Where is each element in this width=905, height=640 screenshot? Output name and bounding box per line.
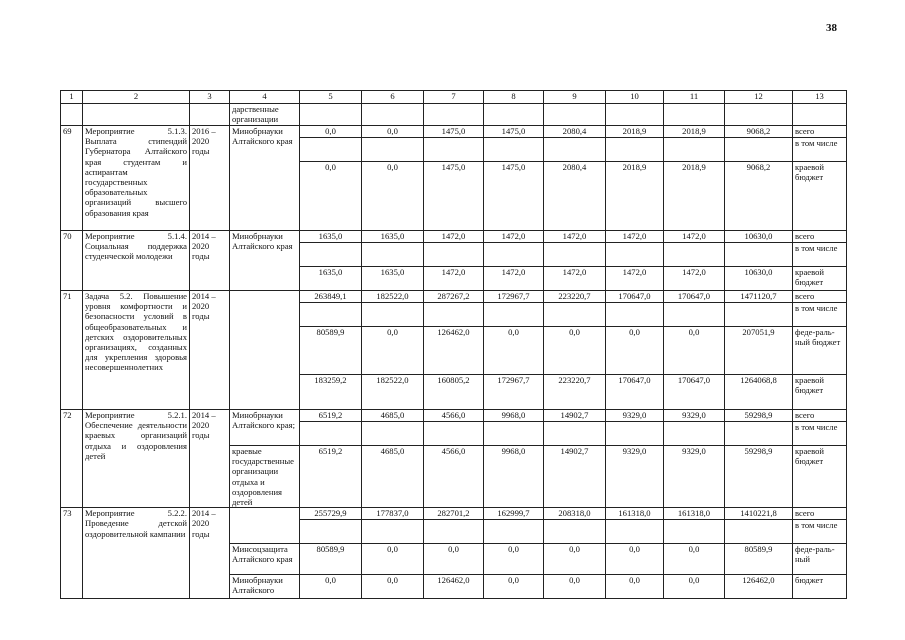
value-cell xyxy=(300,520,362,544)
value-cell: 1472,0 xyxy=(664,267,725,291)
value-cell: 2018,9 xyxy=(606,162,664,231)
value-cell: 255729,9 xyxy=(300,508,362,520)
value-cell xyxy=(424,520,484,544)
value-cell xyxy=(362,138,424,162)
value-cell: 9968,0 xyxy=(484,446,544,508)
column-number: 7 xyxy=(424,91,484,104)
executor-cell xyxy=(230,508,300,544)
value-cell xyxy=(484,520,544,544)
column-number: 3 xyxy=(190,91,230,104)
value-cell: 0,0 xyxy=(362,327,424,375)
value-cell xyxy=(664,422,725,446)
value-cell: 9329,0 xyxy=(664,446,725,508)
value-cell: 208318,0 xyxy=(544,508,606,520)
value-cell: 1410221,8 xyxy=(725,508,793,520)
value-cell: 2080,4 xyxy=(544,162,606,231)
continuation-row xyxy=(61,104,847,126)
table-row xyxy=(61,126,847,138)
value-cell xyxy=(606,520,664,544)
executor-cell: Минобрнауки Алтайского xyxy=(230,575,300,599)
activity-name: Мероприятие 5.1.4. Социальная поддержка студенческой молодежи xyxy=(83,231,190,291)
value-cell: 0,0 xyxy=(484,327,544,375)
funding-source: всего xyxy=(793,231,847,243)
column-number: 12 xyxy=(725,91,793,104)
value-cell: 1472,0 xyxy=(484,267,544,291)
value-cell: 160805,2 xyxy=(424,375,484,410)
value-cell: 2080,4 xyxy=(544,126,606,138)
column-numbers-row xyxy=(61,91,847,104)
value-cell xyxy=(725,422,793,446)
period: 2014 – 2020 годы xyxy=(190,508,230,599)
value-cell xyxy=(664,138,725,162)
executor-cell: Минобрнауки Алтайского края xyxy=(230,126,300,231)
funding-source: всего xyxy=(793,508,847,520)
page-number: 38 xyxy=(826,22,837,34)
value-cell: 6519,2 xyxy=(300,446,362,508)
value-cell xyxy=(424,138,484,162)
funding-source: в том числе xyxy=(793,303,847,327)
value-cell xyxy=(544,303,606,327)
period: 2016 – 2020 годы xyxy=(190,126,230,231)
column-number: 13 xyxy=(793,91,847,104)
value-cell: 1472,0 xyxy=(606,267,664,291)
funding-source: краевой бюджет xyxy=(793,162,847,231)
value-cell: 0,0 xyxy=(664,327,725,375)
value-cell: 162999,7 xyxy=(484,508,544,520)
value-cell: 182522,0 xyxy=(362,291,424,303)
value-cell xyxy=(362,422,424,446)
value-cell: 9329,0 xyxy=(606,446,664,508)
value-cell: 59298,9 xyxy=(725,446,793,508)
column-number: 6 xyxy=(362,91,424,104)
column-number: 11 xyxy=(664,91,725,104)
column-number: 5 xyxy=(300,91,362,104)
value-cell: 2018,9 xyxy=(664,162,725,231)
row-number: 72 xyxy=(61,410,83,508)
funding-source: краевой бюджет xyxy=(793,375,847,410)
value-cell: 1472,0 xyxy=(664,231,725,243)
table-row xyxy=(61,410,847,422)
value-cell: 177837,0 xyxy=(362,508,424,520)
value-cell xyxy=(300,138,362,162)
value-cell: 182522,0 xyxy=(362,375,424,410)
value-cell: 1264068,8 xyxy=(725,375,793,410)
value-cell xyxy=(300,243,362,267)
value-cell xyxy=(606,303,664,327)
value-cell: 0,0 xyxy=(544,544,606,575)
table-row xyxy=(61,291,847,303)
executor-cell: краевые государственные организации отдыха и оздоровления детей xyxy=(230,446,300,508)
value-cell: 0,0 xyxy=(544,327,606,375)
period: 2014 – 2020 годы xyxy=(190,231,230,291)
activity-name: Задача 5.2. Повышение уровня комфортности и безопасности условий в общеобразовательных и детских оздоровительных организациях, созданных для укрепления здоровья несовершеннолетних xyxy=(83,291,190,410)
value-cell: 0,0 xyxy=(424,544,484,575)
value-cell: 2018,9 xyxy=(606,126,664,138)
value-cell xyxy=(484,303,544,327)
value-cell: 14902,7 xyxy=(544,446,606,508)
value-cell xyxy=(544,520,606,544)
value-cell: 161318,0 xyxy=(664,508,725,520)
value-cell xyxy=(362,243,424,267)
value-cell xyxy=(362,303,424,327)
value-cell: 9329,0 xyxy=(664,410,725,422)
value-cell: 1472,0 xyxy=(544,267,606,291)
value-cell: 4685,0 xyxy=(362,410,424,422)
value-cell xyxy=(725,138,793,162)
value-cell: 172967,7 xyxy=(484,291,544,303)
funding-source: краевой бюджет xyxy=(793,446,847,508)
funding-source: феде-раль-ный бюджет xyxy=(793,327,847,375)
value-cell: 6519,2 xyxy=(300,410,362,422)
value-cell: 1475,0 xyxy=(424,126,484,138)
value-cell: 0,0 xyxy=(362,126,424,138)
value-cell xyxy=(362,520,424,544)
value-cell: 9068,2 xyxy=(725,126,793,138)
column-number: 4 xyxy=(230,91,300,104)
value-cell: 126462,0 xyxy=(424,575,484,599)
value-cell xyxy=(725,520,793,544)
value-cell: 1475,0 xyxy=(484,126,544,138)
value-cell: 0,0 xyxy=(300,126,362,138)
value-cell: 10630,0 xyxy=(725,231,793,243)
value-cell: 9068,2 xyxy=(725,162,793,231)
value-cell: 9329,0 xyxy=(606,410,664,422)
value-cell: 0,0 xyxy=(606,544,664,575)
funding-source: в том числе xyxy=(793,520,847,544)
funding-source: всего xyxy=(793,126,847,138)
value-cell: 223220,7 xyxy=(544,375,606,410)
value-cell: 1635,0 xyxy=(362,267,424,291)
value-cell: 0,0 xyxy=(544,575,606,599)
column-number: 2 xyxy=(83,91,190,104)
value-cell: 1475,0 xyxy=(484,162,544,231)
value-cell: 4685,0 xyxy=(362,446,424,508)
value-cell: 0,0 xyxy=(606,575,664,599)
activity-name: Мероприятие 5.2.1. Обеспечение деятельности краевых организаций отдыха и оздоровления детей xyxy=(83,410,190,508)
value-cell: 4566,0 xyxy=(424,446,484,508)
table-row xyxy=(61,231,847,243)
value-cell: 1635,0 xyxy=(362,231,424,243)
column-number: 9 xyxy=(544,91,606,104)
row-number: 73 xyxy=(61,508,83,599)
value-cell: 170647,0 xyxy=(664,291,725,303)
column-number: 1 xyxy=(61,91,83,104)
column-number: 10 xyxy=(606,91,664,104)
value-cell: 287267,2 xyxy=(424,291,484,303)
funding-source: в том числе xyxy=(793,138,847,162)
value-cell: 4566,0 xyxy=(424,410,484,422)
activity-name: Мероприятие 5.2.2. Проведение детской оздоровительной кампании xyxy=(83,508,190,599)
value-cell: 207051,9 xyxy=(725,327,793,375)
row-number: 70 xyxy=(61,231,83,291)
value-cell: 1472,0 xyxy=(544,231,606,243)
value-cell: 161318,0 xyxy=(606,508,664,520)
value-cell: 0,0 xyxy=(606,327,664,375)
value-cell: 10630,0 xyxy=(725,267,793,291)
value-cell: 80589,9 xyxy=(300,327,362,375)
value-cell: 126462,0 xyxy=(424,327,484,375)
value-cell: 223220,7 xyxy=(544,291,606,303)
value-cell xyxy=(300,303,362,327)
executor-cell xyxy=(230,291,300,410)
funding-source: всего xyxy=(793,410,847,422)
value-cell: 0,0 xyxy=(362,544,424,575)
funding-source: краевой бюджет xyxy=(793,267,847,291)
value-cell xyxy=(606,243,664,267)
value-cell: 170647,0 xyxy=(606,375,664,410)
row-number: 69 xyxy=(61,126,83,231)
value-cell xyxy=(606,138,664,162)
value-cell xyxy=(484,243,544,267)
value-cell xyxy=(484,138,544,162)
value-cell xyxy=(424,303,484,327)
table-row xyxy=(61,508,847,520)
value-cell: 14902,7 xyxy=(544,410,606,422)
value-cell: 183259,2 xyxy=(300,375,362,410)
value-cell xyxy=(664,520,725,544)
funding-source: всего xyxy=(793,291,847,303)
value-cell: 263849,1 xyxy=(300,291,362,303)
value-cell: 0,0 xyxy=(362,575,424,599)
value-cell xyxy=(664,303,725,327)
executor-cell: Минобрнауки Алтайского края; xyxy=(230,410,300,446)
value-cell: 1471120,7 xyxy=(725,291,793,303)
value-cell: 0,0 xyxy=(362,162,424,231)
value-cell: 172967,7 xyxy=(484,375,544,410)
activity-name: Мероприятие 5.1.3. Выплата стипендий Губернатора Алтайского края студентам и аспирантам государственных образовательных организаций высшего образования края xyxy=(83,126,190,231)
value-cell: 282701,2 xyxy=(424,508,484,520)
value-cell xyxy=(664,243,725,267)
value-cell xyxy=(544,138,606,162)
value-cell: 1472,0 xyxy=(484,231,544,243)
value-cell: 9968,0 xyxy=(484,410,544,422)
value-cell: 170647,0 xyxy=(664,375,725,410)
value-cell xyxy=(725,303,793,327)
value-cell: 0,0 xyxy=(484,575,544,599)
value-cell: 1475,0 xyxy=(424,162,484,231)
value-cell: 80589,9 xyxy=(725,544,793,575)
period: 2014 – 2020 годы xyxy=(190,410,230,508)
value-cell xyxy=(725,243,793,267)
value-cell: 126462,0 xyxy=(725,575,793,599)
executor-cell: Минсоцзащита Алтайского края xyxy=(230,544,300,575)
value-cell xyxy=(300,422,362,446)
value-cell: 0,0 xyxy=(300,575,362,599)
funding-source: феде-раль-ный xyxy=(793,544,847,575)
value-cell: 1635,0 xyxy=(300,231,362,243)
value-cell xyxy=(424,243,484,267)
funding-source: бюджет xyxy=(793,575,847,599)
row-number: 71 xyxy=(61,291,83,410)
column-number: 8 xyxy=(484,91,544,104)
funding-source: в том числе xyxy=(793,243,847,267)
executor-cell: Минобрнауки Алтайского края xyxy=(230,231,300,291)
value-cell: 0,0 xyxy=(300,162,362,231)
value-cell: 1472,0 xyxy=(424,231,484,243)
funding-source: в том числе xyxy=(793,422,847,446)
value-cell: 1635,0 xyxy=(300,267,362,291)
executor-cell: дарственные организации xyxy=(230,104,300,126)
value-cell: 0,0 xyxy=(484,544,544,575)
value-cell: 80589,9 xyxy=(300,544,362,575)
period: 2014 – 2020 годы xyxy=(190,291,230,410)
value-cell xyxy=(544,422,606,446)
value-cell xyxy=(484,422,544,446)
value-cell: 170647,0 xyxy=(606,291,664,303)
value-cell: 59298,9 xyxy=(725,410,793,422)
value-cell xyxy=(544,243,606,267)
value-cell: 0,0 xyxy=(664,575,725,599)
budget-table xyxy=(60,90,847,599)
value-cell: 2018,9 xyxy=(664,126,725,138)
value-cell: 1472,0 xyxy=(424,267,484,291)
value-cell xyxy=(424,422,484,446)
value-cell: 1472,0 xyxy=(606,231,664,243)
value-cell: 0,0 xyxy=(664,544,725,575)
value-cell xyxy=(606,422,664,446)
